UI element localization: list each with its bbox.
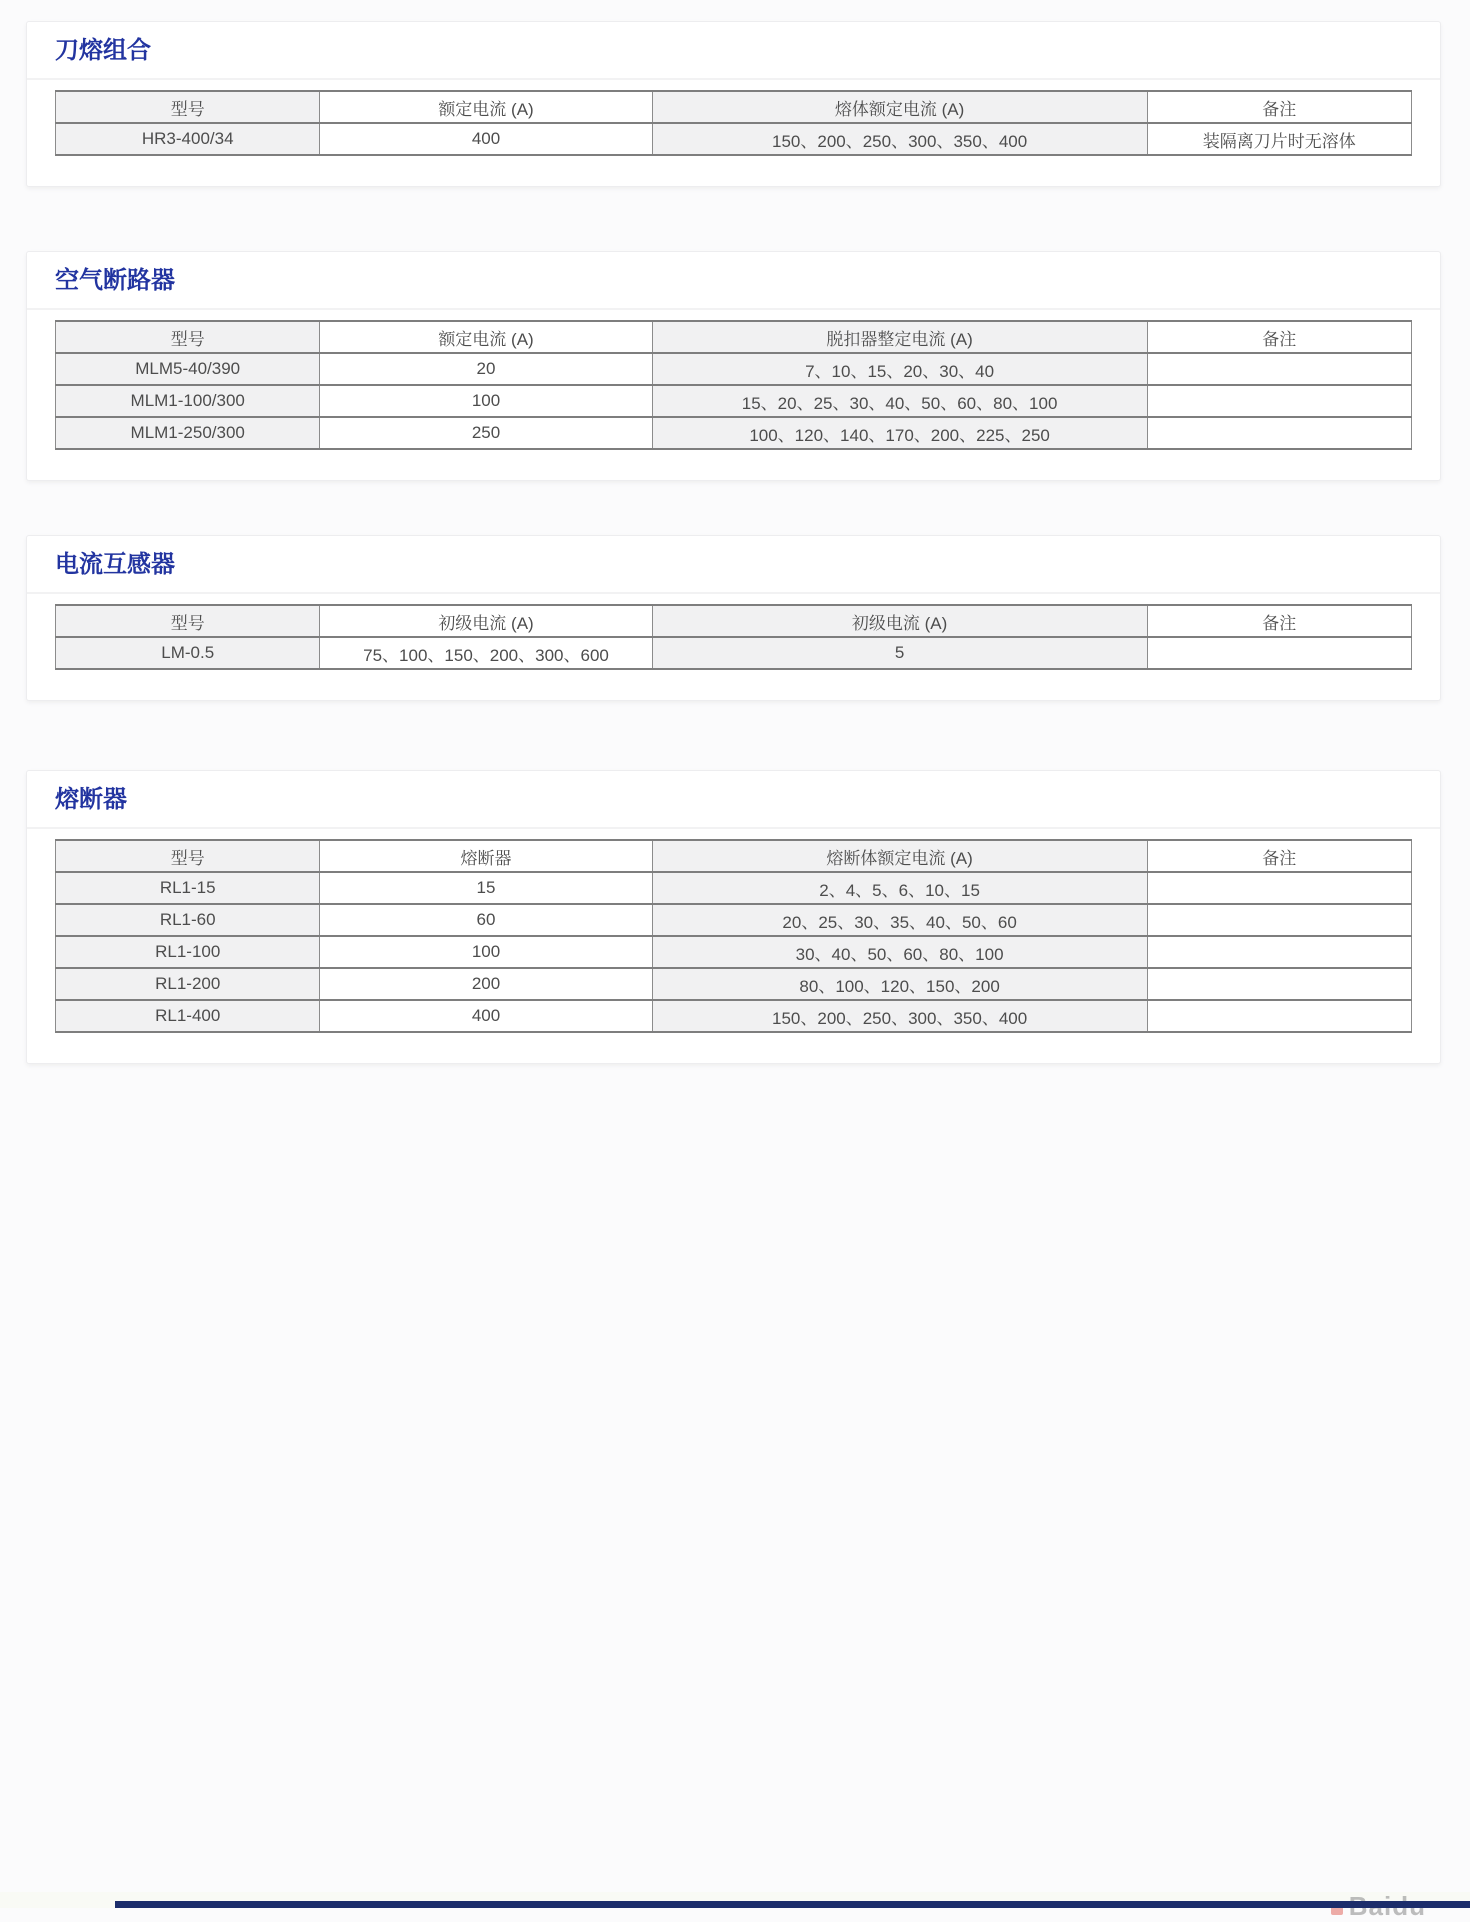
table-cell: 15、20、25、30、40、50、60、80、100: [652, 385, 1147, 417]
table-cell: 20: [320, 353, 652, 385]
section-gap: [26, 701, 1441, 770]
table-cell: 400: [320, 1000, 652, 1032]
section-body: [27, 310, 1440, 480]
column-header: 型号: [56, 840, 320, 872]
section-gap: [26, 187, 1441, 251]
table-cell: 100、120、140、170、200、225、250: [652, 417, 1147, 449]
section-air-circuit-breaker: [26, 251, 1441, 481]
table-cell: [1147, 968, 1411, 1000]
table-row: [56, 872, 1412, 904]
section-knife-fuse-combination: [26, 21, 1441, 187]
table-cell: 80、100、120、150、200: [652, 968, 1147, 1000]
section-header: [27, 536, 1440, 594]
table-cell: MLM1-100/300: [56, 385, 320, 417]
table-cell: 200: [320, 968, 652, 1000]
section-gap: [26, 481, 1441, 535]
table-cell: [1147, 637, 1411, 669]
table-cell: [1147, 353, 1411, 385]
table-cell: [1147, 904, 1411, 936]
table-cell: 2、4、5、6、10、15: [652, 872, 1147, 904]
column-header: 备注: [1147, 91, 1411, 123]
header-row: [56, 605, 1412, 637]
table-cell: RL1-100: [56, 936, 320, 968]
table-cell: [1147, 385, 1411, 417]
table-row: [56, 123, 1412, 155]
table-cell: 7、10、15、20、30、40: [652, 353, 1147, 385]
column-header: 熔体额定电流 (A): [652, 91, 1147, 123]
table-row: [56, 417, 1412, 449]
spec-table-fuse: [55, 839, 1412, 1033]
spec-table-current-transformer: [55, 604, 1412, 670]
table-cell: 5: [652, 637, 1147, 669]
table-cell: 15: [320, 872, 652, 904]
table-cell: 装隔离刀片时无溶体: [1147, 123, 1411, 155]
table-cell: 100: [320, 936, 652, 968]
table-cell: RL1-400: [56, 1000, 320, 1032]
column-header: 型号: [56, 321, 320, 353]
section-title: 空气断路器: [55, 267, 175, 294]
spec-table-air-breaker: [55, 320, 1412, 450]
section-title: 电流互感器: [55, 551, 175, 578]
column-header: 初级电流 (A): [320, 605, 652, 637]
section-body: [27, 594, 1440, 700]
column-header: 型号: [56, 605, 320, 637]
header-row: [56, 321, 1412, 353]
table-cell: 250: [320, 417, 652, 449]
table-cell: 75、100、150、200、300、600: [320, 637, 652, 669]
column-header: 脱扣器整定电流 (A): [652, 321, 1147, 353]
section-body: [27, 829, 1440, 1063]
column-header: 备注: [1147, 605, 1411, 637]
table-cell: 150、200、250、300、350、400: [652, 123, 1147, 155]
table-cell: [1147, 872, 1411, 904]
table-row: [56, 968, 1412, 1000]
table-cell: RL1-60: [56, 904, 320, 936]
table-cell: 20、25、30、35、40、50、60: [652, 904, 1147, 936]
table-cell: 150、200、250、300、350、400: [652, 1000, 1147, 1032]
content-area: [26, 21, 1441, 1064]
table-cell: 100: [320, 385, 652, 417]
section-body: [27, 80, 1440, 186]
column-header: 熔断器: [320, 840, 652, 872]
table-cell: MLM5-40/390: [56, 353, 320, 385]
header-row: [56, 91, 1412, 123]
section-title: 熔断器: [55, 786, 127, 813]
section-current-transformer: [26, 535, 1441, 701]
column-header: 熔断体额定电流 (A): [652, 840, 1147, 872]
table-cell: [1147, 1000, 1411, 1032]
section-header: [27, 771, 1440, 829]
table-cell: 30、40、50、60、80、100: [652, 936, 1147, 968]
footer-bar: [115, 1901, 1470, 1908]
table-cell: RL1-200: [56, 968, 320, 1000]
table-cell: [1147, 417, 1411, 449]
table-cell: LM-0.5: [56, 637, 320, 669]
table-row: [56, 353, 1412, 385]
spec-table-knife-fuse: [55, 90, 1412, 156]
column-header: 额定电流 (A): [320, 321, 652, 353]
table-cell: HR3-400/34: [56, 123, 320, 155]
column-header: 额定电流 (A): [320, 91, 652, 123]
table-cell: 400: [320, 123, 652, 155]
column-header: 备注: [1147, 840, 1411, 872]
table-cell: [1147, 936, 1411, 968]
section-title: 刀熔组合: [55, 37, 151, 64]
table-cell: 60: [320, 904, 652, 936]
table-row: [56, 936, 1412, 968]
table-cell: RL1-15: [56, 872, 320, 904]
table-row: [56, 637, 1412, 669]
column-header: 型号: [56, 91, 320, 123]
section-fuse: [26, 770, 1441, 1064]
column-header: 初级电流 (A): [652, 605, 1147, 637]
header-row: [56, 840, 1412, 872]
table-row: [56, 904, 1412, 936]
column-header: 备注: [1147, 321, 1411, 353]
table-row: [56, 385, 1412, 417]
section-header: [27, 252, 1440, 310]
table-row: [56, 1000, 1412, 1032]
table-cell: MLM1-250/300: [56, 417, 320, 449]
section-header: [27, 22, 1440, 80]
